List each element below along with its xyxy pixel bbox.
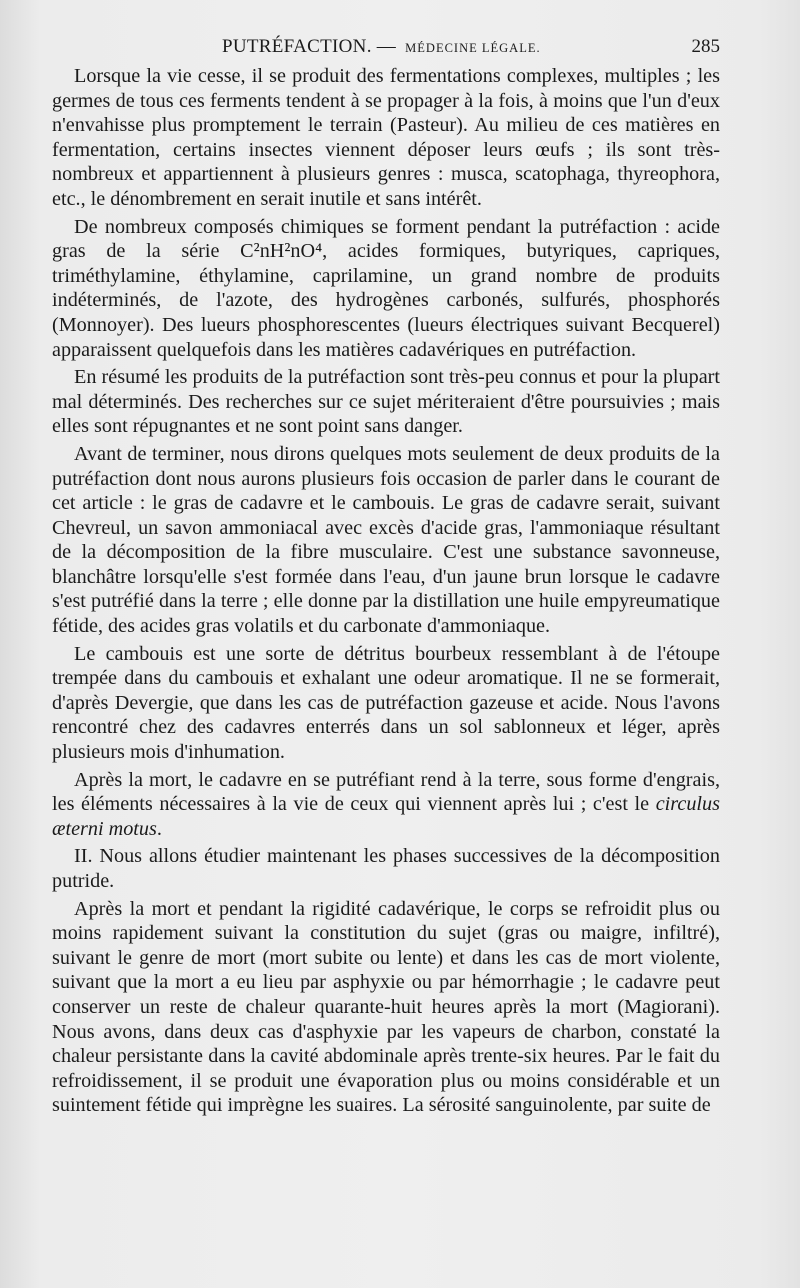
paragraph: II. Nous allons étudier maintenant les phases successives de la décomposition putride. — [52, 845, 720, 892]
header-section: MÉDECINE LÉGALE. — [405, 41, 541, 55]
paragraph-text: . — [156, 817, 162, 840]
paragraph: Lorsque la vie cesse, il se produit des fermentations complexes, multiples ; les germes de tous ces ferments tendent à se propager à la fois, à moins que l'un d'eux n'envahisse plus promptement le terrain (Pasteur). Au milieu de ces matières en fermentation, certains insectes viennent déposer leurs œufs ; ils sont très-nombreux et appartiennent à plusieurs genres : musca, scatophaga, thyreophora, etc., le dénombrement en serait inutile et sans intérêt. — [52, 65, 720, 210]
paragraph-text: Après la mort, le cadavre en se putréfiant rend à la terre, sous forme d'engrais, les éléments nécessaires à la vie de ceux qui viennent après lui ; c'est le — [52, 768, 720, 816]
paragraph: En résumé les produits de la putréfaction sont très-peu connus et pour la plupart mal déterminés. Des recherches sur ce sujet mériteraient d'être poursuivies ; mais elles sont répugnantes et ne sont point sans danger. — [52, 366, 720, 438]
paragraph: Le cambouis est une sorte de détritus bourbeux ressemblant à de l'étoupe trempée dans du cambouis et exhalant une odeur aromatique. Il ne se formerait, d'après Devergie, que dans les cas de putréfaction gazeuse et acide. Nous l'avons rencontré chez des cadavres enterrés dans un sol sablonneux et léger, après plusieurs mois d'inhumation. — [52, 642, 720, 764]
body-text — [52, 64, 720, 1121]
latin-phrase: circulus æterni motus — [52, 793, 720, 840]
paragraph — [52, 768, 720, 842]
paragraph: De nombreux composés chimiques se forment pendant la putréfaction : acide gras de la série C²nH²nO⁴, acides formiques, butyriques, capriques, triméthylamine, éthylamine, caprilamine, un grand nombre de produits indéterminés, de l'azote, des hydrogènes carbonés, sulfurés, phosphorés (Monnoyer). Des lueurs phosphorescentes (lueurs électriques suivant Becquerel) apparaissent quelquefois dans les matières cadavériques en putréfaction. — [52, 215, 720, 361]
header-title: PUTRÉFACTION. — MÉDECINE LÉGALE. — [222, 36, 541, 57]
page-number: 285 — [691, 36, 720, 57]
paragraph: Après la mort et pendant la rigidité cadavérique, le corps se refroidit plus ou moins rapidement suivant la constitution du sujet (gras ou maigre, infiltré), suivant le genre de mort (mort subite ou lente) et dans les cas de mort violente, suivant que la mort a eu lieu par asphyxie ou par hémorrhagie ; le cadavre peut conserver un reste de chaleur quarante-huit heures après la mort (Magiorani). Nous avons, dans deux cas d'asphyxie par les vapeurs de charbon, constaté la chaleur persistante dans la cavité abdominale après trente-six heures. Par le fait du refroidissement, il se produit une évaporation plus ou moins considérable et un suintement fétide qui imprègne les suaires. La sérosité sanguinolente, par suite de — [52, 897, 720, 1117]
running-header — [52, 36, 720, 66]
paragraph: Avant de terminer, nous dirons quelques mots seulement de deux produits de la putréfaction dont nous aurons plusieurs fois occasion de parler dans le courant de cet article : le gras de cadavre et le cambouis. Le gras de cadavre serait, suivant Chevreul, un savon ammoniacal avec excès d'acide gras, l'ammoniaque résultant de la décomposition de la fibre musculaire. C'est une substance savonneuse, blanchâtre lorsqu'elle s'est formée dans l'eau, d'un jaune brun lorsque le cadavre s'est putréfié dans la terre ; elle donne par la distillation une huile empyreumatique fétide, des acides gras volatils et du carbonate d'ammoniaque. — [52, 442, 720, 638]
